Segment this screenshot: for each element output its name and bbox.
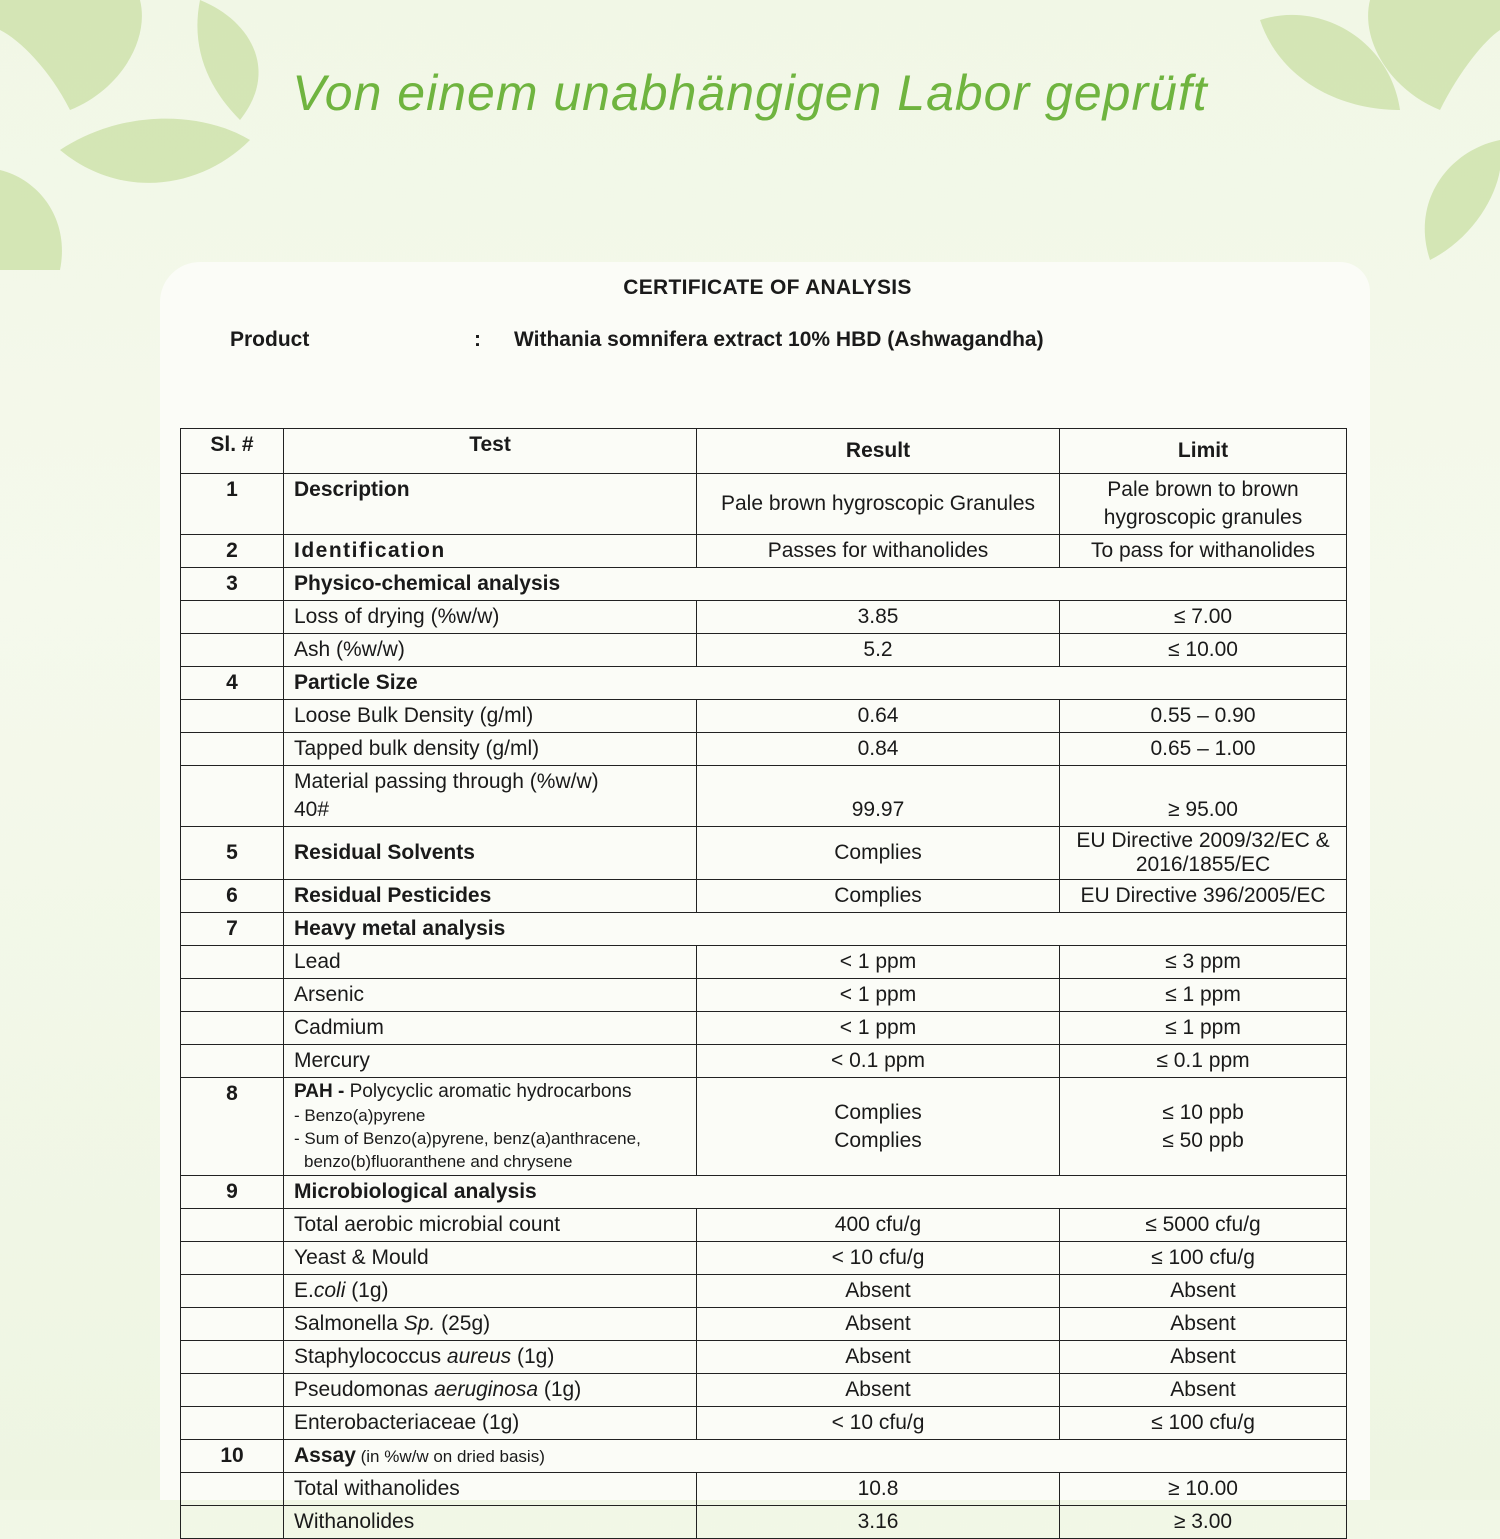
cell-sl — [181, 1045, 284, 1078]
cell-test — [284, 1374, 697, 1407]
cell-test — [284, 1078, 697, 1176]
cell-sl — [181, 1341, 284, 1374]
cell-limit: EU Directive 396/2005/EC — [1060, 880, 1347, 913]
cell-limit: 0.55 – 0.90 — [1060, 700, 1347, 733]
cell-sl: 5 — [181, 827, 284, 880]
pah-result1: Complies — [834, 1100, 922, 1124]
header-sl: Sl. # — [181, 429, 284, 474]
table-row — [181, 1045, 1347, 1078]
cell-sl: 7 — [181, 913, 284, 946]
table-row — [181, 946, 1347, 979]
table-row — [181, 1506, 1347, 1539]
table-row — [181, 601, 1347, 634]
cell-section-title — [284, 1440, 1347, 1473]
cell-limit: ≥ 10.00 — [1060, 1473, 1347, 1506]
table-row — [181, 1308, 1347, 1341]
cell-test: Total aerobic microbial count — [284, 1209, 697, 1242]
cell-result: 400 cfu/g — [697, 1209, 1060, 1242]
cell-result: < 1 ppm — [697, 946, 1060, 979]
cell-limit: ≤ 0.1 ppm — [1060, 1045, 1347, 1078]
header-result: Result — [697, 429, 1060, 474]
pah-abbrev: PAH - — [294, 1081, 345, 1102]
table-section-row — [181, 1176, 1347, 1209]
table-row — [181, 880, 1347, 913]
pah-sub2: - Sum of Benzo(a)pyrene, benz(a)anthracene, — [294, 1129, 641, 1148]
cell-sl — [181, 946, 284, 979]
table-section-row — [181, 1440, 1347, 1473]
cell-sl: 1 — [181, 474, 284, 535]
cell-result: < 1 ppm — [697, 979, 1060, 1012]
table-row — [181, 827, 1347, 880]
product-colon: : — [474, 328, 481, 351]
cell-limit: Pale brown to brown hygroscopic granules — [1060, 474, 1347, 535]
organism-prefix: Pseudomonas — [294, 1378, 435, 1401]
assay-note: (in %w/w on dried basis) — [355, 1447, 545, 1466]
table-row — [181, 979, 1347, 1012]
assay-title: Assay — [294, 1444, 356, 1467]
cell-limit: 0.65 – 1.00 — [1060, 733, 1347, 766]
cell-result: < 10 cfu/g — [697, 1407, 1060, 1440]
table-row — [181, 634, 1347, 667]
table-row — [181, 1374, 1347, 1407]
header-limit: Limit — [1060, 429, 1347, 474]
pah-limit2: ≤ 50 ppb — [1162, 1128, 1244, 1152]
table-row — [181, 474, 1347, 535]
cell-result: Pale brown hygroscopic Granules — [697, 474, 1060, 535]
cell-sl — [181, 1506, 284, 1539]
cell-test: Loss of drying (%w/w) — [284, 601, 697, 634]
cell-sl: 2 — [181, 535, 284, 568]
leaf-decoration-right-icon — [1200, 0, 1500, 270]
cell-test: Total withanolides — [284, 1473, 697, 1506]
cell-sl — [181, 601, 284, 634]
table-section-row — [181, 913, 1347, 946]
cell-limit: ≤ 5000 cfu/g — [1060, 1209, 1347, 1242]
cell-result: Complies — [697, 880, 1060, 913]
cell-limit: ≤ 10.00 — [1060, 634, 1347, 667]
pah-sub1: - Benzo(a)pyrene — [294, 1106, 426, 1125]
cell-sl: 4 — [181, 667, 284, 700]
cell-test: Withanolides — [284, 1506, 697, 1539]
cell-limit: ≤ 3 ppm — [1060, 946, 1347, 979]
cell-test: Yeast & Mould — [284, 1242, 697, 1275]
cell-result: 0.84 — [697, 733, 1060, 766]
cell-test: Tapped bulk density (g/ml) — [284, 733, 697, 766]
cell-result: Complies — [697, 827, 1060, 880]
cell-test: Residual Solvents — [284, 827, 697, 880]
table-row — [181, 1209, 1347, 1242]
cell-test: Ash (%w/w) — [284, 634, 697, 667]
cell-limit: ≤ 1 ppm — [1060, 979, 1347, 1012]
cell-limit: ≤ 100 cfu/g — [1060, 1407, 1347, 1440]
cell-section-title: Physico-chemical analysis — [284, 568, 1347, 601]
cell-test: Loose Bulk Density (g/ml) — [284, 700, 697, 733]
cell-test-line1: Material passing through (%w/w) — [294, 770, 599, 793]
cell-limit: Absent — [1060, 1308, 1347, 1341]
organism-prefix: Salmonella — [294, 1312, 404, 1335]
cell-sl — [181, 700, 284, 733]
cell-limit: Absent — [1060, 1374, 1347, 1407]
table-row — [181, 1078, 1347, 1176]
cell-result: < 1 ppm — [697, 1012, 1060, 1045]
cell-result — [697, 1078, 1060, 1176]
table-row — [181, 733, 1347, 766]
pah-sub3: benzo(b)fluoranthene and chrysene — [304, 1152, 573, 1171]
cell-sl — [181, 1407, 284, 1440]
cell-sl — [181, 733, 284, 766]
cell-result: 3.16 — [697, 1506, 1060, 1539]
cell-test: Mercury — [284, 1045, 697, 1078]
organism-italic: coli — [313, 1279, 346, 1302]
cell-result: 5.2 — [697, 634, 1060, 667]
organism-suffix: (1g) — [345, 1279, 389, 1302]
product-value: Withania somnifera extract 10% HBD (Ashwagandha) — [514, 328, 1044, 351]
cell-sl — [181, 766, 284, 827]
cell-sl — [181, 1473, 284, 1506]
organism-suffix: (25g) — [435, 1312, 491, 1335]
cell-test: Cadmium — [284, 1012, 697, 1045]
cell-result: < 0.1 ppm — [697, 1045, 1060, 1078]
table-row — [181, 1242, 1347, 1275]
cell-limit — [1060, 1078, 1347, 1176]
page-headline: Von einem unabhängigen Labor geprüft — [292, 65, 1208, 121]
organism-italic: aeruginosa — [434, 1378, 539, 1401]
cell-sl — [181, 1209, 284, 1242]
cell-result: Passes for withanolides — [697, 535, 1060, 568]
cell-test: Description — [284, 474, 697, 535]
cell-sl: 3 — [181, 568, 284, 601]
cell-limit: Absent — [1060, 1275, 1347, 1308]
cell-test: Identification — [284, 535, 697, 568]
cell-result: Absent — [697, 1308, 1060, 1341]
cell-sl: 10 — [181, 1440, 284, 1473]
cell-result: < 10 cfu/g — [697, 1242, 1060, 1275]
cell-sl: 6 — [181, 880, 284, 913]
cell-sl — [181, 979, 284, 1012]
organism-suffix: (1g) — [538, 1378, 582, 1401]
table-row — [181, 766, 1347, 827]
cell-test: Lead — [284, 946, 697, 979]
cell-sl — [181, 634, 284, 667]
table-row — [181, 1407, 1347, 1440]
cell-result: 10.8 — [697, 1473, 1060, 1506]
pah-fullname: Polycyclic aromatic hydrocarbons — [349, 1081, 632, 1102]
cell-sl — [181, 1308, 284, 1341]
organism-prefix: E. — [294, 1279, 314, 1302]
cell-test — [284, 1341, 697, 1374]
cell-limit: ≤ 100 cfu/g — [1060, 1242, 1347, 1275]
pah-result2: Complies — [834, 1128, 922, 1152]
cell-limit: ≥ 95.00 — [1060, 766, 1347, 827]
cell-limit: EU Directive 2009/32/EC & 2016/1855/EC — [1060, 827, 1347, 880]
cell-result: 0.64 — [697, 700, 1060, 733]
cell-section-title: Heavy metal analysis — [284, 913, 1347, 946]
table-row — [181, 535, 1347, 568]
cell-test — [284, 766, 697, 827]
table-section-row — [181, 568, 1347, 601]
cell-sl — [181, 1012, 284, 1045]
table-row — [181, 1275, 1347, 1308]
table-row — [181, 1341, 1347, 1374]
cell-limit: ≤ 7.00 — [1060, 601, 1347, 634]
cell-limit: ≥ 3.00 — [1060, 1506, 1347, 1539]
cell-result: Absent — [697, 1374, 1060, 1407]
organism-italic: Sp. — [403, 1312, 436, 1335]
cell-test-line2: 40# — [294, 798, 330, 821]
cell-sl — [181, 1242, 284, 1275]
cell-result: Absent — [697, 1341, 1060, 1374]
organism-prefix: Staphylococcus — [294, 1345, 447, 1368]
pah-title — [294, 1080, 686, 1104]
cell-result: 3.85 — [697, 601, 1060, 634]
cell-test: Enterobacteriaceae (1g) — [284, 1407, 697, 1440]
cell-test — [284, 1275, 697, 1308]
cell-sl: 9 — [181, 1176, 284, 1209]
table-row — [181, 1012, 1347, 1045]
cell-sl — [181, 1275, 284, 1308]
cell-limit: Absent — [1060, 1341, 1347, 1374]
header-test: Test — [284, 429, 697, 474]
product-label: Product — [230, 328, 310, 351]
organism-italic: aureus — [446, 1345, 512, 1368]
cell-section-title: Microbiological analysis — [284, 1176, 1347, 1209]
cell-test — [284, 1308, 697, 1341]
table-row — [181, 1473, 1347, 1506]
cell-limit: ≤ 1 ppm — [1060, 1012, 1347, 1045]
cell-result: Absent — [697, 1275, 1060, 1308]
leaf-decoration-left-icon — [0, 0, 300, 270]
table-row — [181, 700, 1347, 733]
cell-test: Residual Pesticides — [284, 880, 697, 913]
analysis-table — [180, 428, 1347, 1539]
organism-suffix: (1g) — [511, 1345, 555, 1368]
cell-sl: 8 — [181, 1078, 284, 1176]
table-header-row — [181, 429, 1347, 474]
cell-result: 99.97 — [697, 766, 1060, 827]
cell-section-title: Particle Size — [284, 667, 1347, 700]
cell-sl — [181, 1374, 284, 1407]
cell-limit: To pass for withanolides — [1060, 535, 1347, 568]
pah-limit1: ≤ 10 ppb — [1162, 1100, 1244, 1124]
cell-test: Arsenic — [284, 979, 697, 1012]
certificate-title: CERTIFICATE OF ANALYSIS — [623, 276, 912, 299]
table-section-row — [181, 667, 1347, 700]
